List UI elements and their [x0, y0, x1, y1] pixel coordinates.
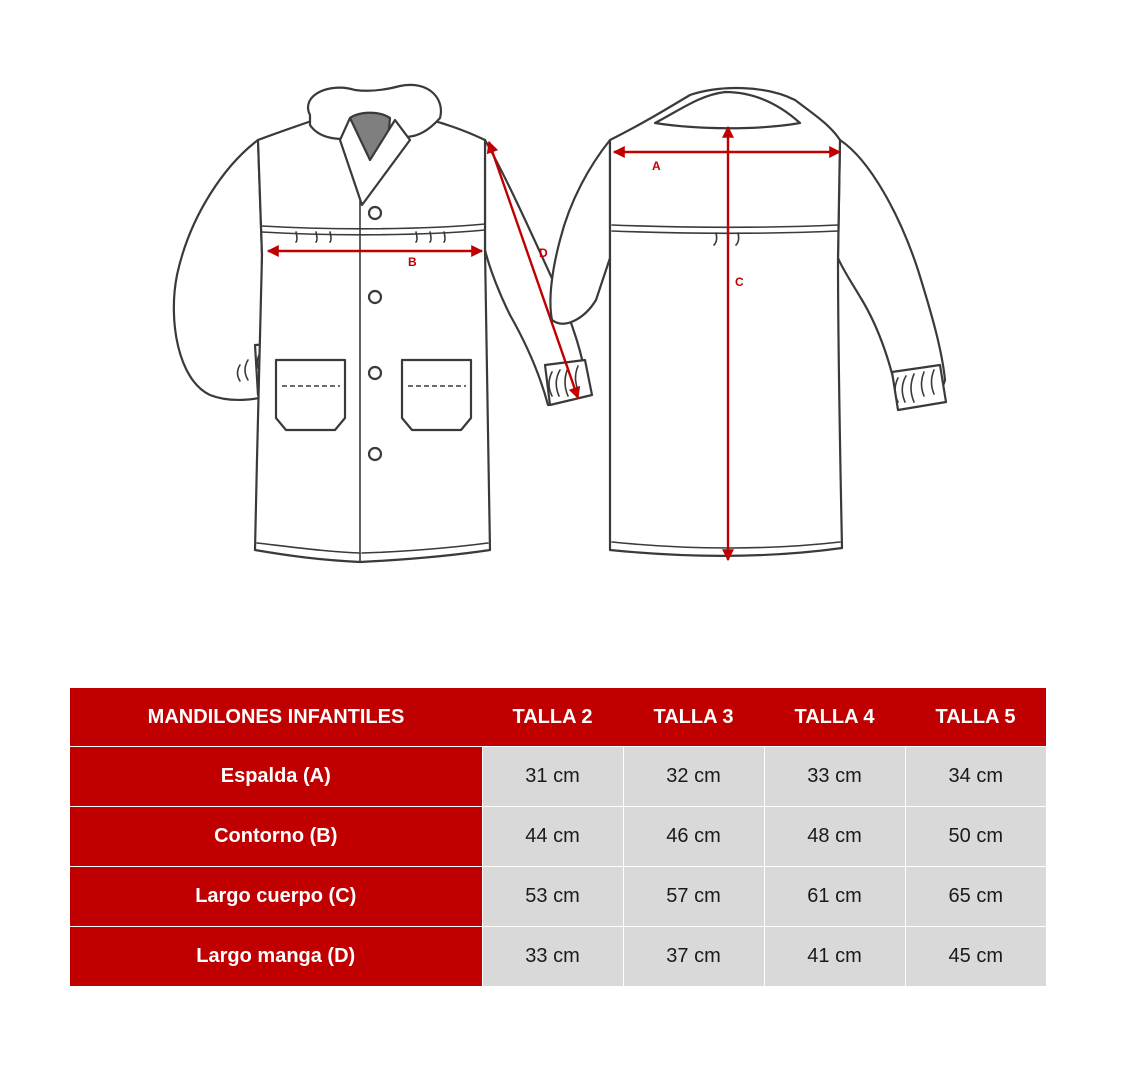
table-header-row — [70, 688, 1046, 747]
measure-label-c: C — [735, 275, 744, 289]
table-cell: 61 cm — [764, 867, 905, 927]
header-size-5: TALLA 5 — [905, 688, 1046, 747]
measure-label-b: B — [408, 255, 417, 269]
front-right-cuff — [545, 360, 592, 405]
table-cell: 37 cm — [623, 927, 764, 987]
size-table — [70, 688, 1046, 986]
table-cell: 31 cm — [482, 747, 623, 807]
table-cell: 50 cm — [905, 807, 1046, 867]
front-pocket-right — [402, 360, 471, 430]
measure-label-a: A — [652, 159, 661, 173]
header-size-3: TALLA 3 — [623, 688, 764, 747]
button — [369, 291, 381, 303]
table-cell: 65 cm — [905, 867, 1046, 927]
front-view — [174, 85, 592, 562]
header-size-4: TALLA 4 — [764, 688, 905, 747]
table-cell: 45 cm — [905, 927, 1046, 987]
table-cell: 34 cm — [905, 747, 1046, 807]
table-row — [70, 927, 1046, 987]
back-view — [550, 88, 946, 560]
table-cell: 53 cm — [482, 867, 623, 927]
row-label: Largo manga (D) — [70, 927, 482, 987]
table-row — [70, 807, 1046, 867]
row-label: Largo cuerpo (C) — [70, 867, 482, 927]
table-cell: 48 cm — [764, 807, 905, 867]
table-cell: 33 cm — [764, 747, 905, 807]
row-label: Espalda (A) — [70, 747, 482, 807]
button — [369, 207, 381, 219]
front-pocket-left — [276, 360, 345, 430]
table-cell: 57 cm — [623, 867, 764, 927]
table-row — [70, 747, 1046, 807]
table-cell: 33 cm — [482, 927, 623, 987]
table-cell: 32 cm — [623, 747, 764, 807]
back-left-sleeve — [550, 140, 610, 324]
back-right-cuff — [892, 365, 946, 410]
back-right-sleeve — [838, 140, 945, 404]
button — [369, 367, 381, 379]
measure-label-d: D — [539, 246, 548, 260]
button — [369, 448, 381, 460]
table-cell: 44 cm — [482, 807, 623, 867]
header-product: MANDILONES INFANTILES — [70, 688, 482, 747]
table-cell: 46 cm — [623, 807, 764, 867]
table-row — [70, 867, 1046, 927]
row-label: Contorno (B) — [70, 807, 482, 867]
header-size-2: TALLA 2 — [482, 688, 623, 747]
table-cell: 41 cm — [764, 927, 905, 987]
back-body — [610, 88, 842, 556]
